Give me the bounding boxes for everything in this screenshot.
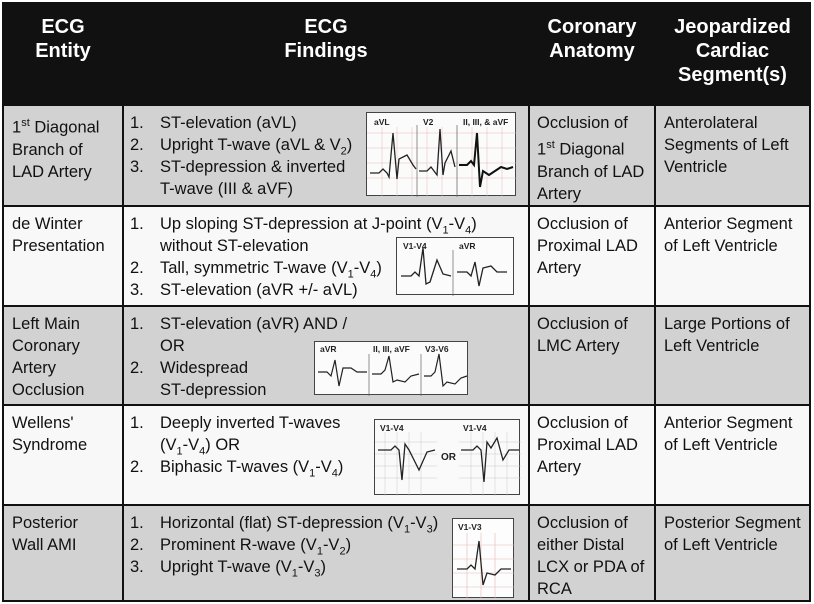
- table-row: [4, 104, 809, 205]
- segment-cell: Anterolateral Segments of Left Ventricle: [664, 114, 789, 176]
- ecg-strip-image: [366, 112, 516, 196]
- segment-cell: Posterior Segment of Left Ventricle: [664, 514, 801, 554]
- ecg-trace-graphic: [453, 519, 515, 599]
- lead-subscript: 4: [331, 467, 338, 480]
- ecg-strip-image: [396, 237, 514, 295]
- finding-number: 3.: [130, 281, 144, 299]
- column-divider: [654, 4, 656, 600]
- table-row: [4, 504, 809, 600]
- finding-item: 2. Biphasic T-waves $(V_1-V_4)$: [130, 458, 344, 480]
- lead-subscript: 1: [442, 224, 449, 237]
- ecg-trace-graphic: [375, 420, 521, 496]
- finding-item: 3. Upright T-wave $(V_1-V_3)$: [130, 558, 326, 580]
- lead-subscript: 1: [291, 567, 298, 580]
- table-row: [4, 305, 809, 404]
- lead-subscript: 3: [426, 523, 433, 536]
- segment-cell: Anterior Segment of Left Ventricle: [664, 215, 793, 255]
- lead-subscript: 1: [316, 545, 323, 558]
- finding-number: 1.: [130, 215, 144, 233]
- entity-cell: Posterior Wall AMI: [12, 514, 79, 554]
- lead-subscript: 1: [176, 445, 183, 458]
- anatomy-cell: Occlusion of Proximal LAD Artery: [537, 414, 638, 476]
- column-divider: [528, 4, 530, 600]
- finding-item: 2. Upright T-wave (aVL & $V_2$): [130, 136, 353, 158]
- finding-item: 1. Up sloping ST-depression at J-point $(V_1-V_4)$ without ST-elevation: [130, 215, 477, 255]
- ecg-lead-label: aVR: [459, 241, 476, 251]
- finding-item: 2. Widespread ST-depression: [130, 359, 267, 399]
- finding-number: 2.: [130, 259, 144, 277]
- finding-item: 1. Horizontal (flat) ST-depression $(V_1-V_3)$: [130, 514, 439, 536]
- ecg-lead-label: V1-V3: [458, 522, 482, 532]
- ecg-trace-graphic: [315, 342, 469, 396]
- ecg-trace-graphic: [397, 238, 515, 296]
- ecg-lead-label: V2: [423, 117, 434, 127]
- finding-item: 2. Prominent R-wave $(V_1-V_2)$: [130, 536, 352, 558]
- ecg-lead-label: aVL: [374, 117, 390, 127]
- findings-cell: [130, 506, 460, 578]
- ecg-lead-label: II, III, aVF: [373, 344, 410, 354]
- ecg-strip-image: [374, 419, 520, 495]
- finding-number: 3.: [130, 158, 144, 176]
- finding-number: 1.: [130, 315, 144, 333]
- finding-item: 1. Deeply inverted T-waves $(V_1-V_4)$ OR: [130, 414, 341, 458]
- header-ecg-findings: ECG Findings: [284, 16, 368, 62]
- header-jeopardized-segments: Jeopardized Cardiac Segment(s): [674, 16, 791, 86]
- ecg-lead-label: V3-V6: [425, 344, 449, 354]
- findings-cell: [130, 406, 370, 478]
- ecg-lead-label: aVR: [320, 344, 337, 354]
- entity-cell: Left Main Coronary Artery Occlusion: [12, 315, 85, 399]
- ecg-or-label: OR: [441, 452, 456, 463]
- finding-item: 2. Tall, symmetric T-wave $(V_1-V_4)$: [130, 259, 382, 281]
- lead-subscript: 1: [309, 467, 316, 480]
- finding-number: 1.: [130, 114, 144, 132]
- segment-cell: Anterior Segment of Left Ventricle: [664, 414, 793, 454]
- anatomy-cell: Occlusion of LMC Artery: [537, 315, 628, 355]
- ecg-lead-label: II, III, & aVF: [463, 117, 509, 127]
- finding-number: 1.: [130, 414, 144, 432]
- finding-item: 1. ST-elevation (aVL): [130, 114, 297, 132]
- table-row: [4, 404, 809, 504]
- entity-cell: Wellens' Syndrome: [12, 414, 88, 454]
- table-header: [4, 4, 809, 104]
- lead-subscript: 1: [403, 523, 411, 536]
- ecg-comparison-table: [2, 2, 811, 602]
- ecg-strip-image: [314, 341, 468, 395]
- finding-number: 1.: [130, 514, 144, 532]
- finding-item: 3. ST-depression & inverted T-wave (III & aVF): [130, 158, 346, 198]
- finding-number: 2.: [130, 458, 144, 476]
- lead-subscript: 2: [340, 145, 347, 158]
- findings-cell: [130, 106, 360, 200]
- ecg-lead-label: V1-V4: [463, 423, 487, 433]
- finding-item: 1. ST-elevation (aVR) AND / OR: [130, 315, 348, 355]
- entity-cell: de Winter Presentation: [12, 215, 105, 255]
- lead-subscript: 4: [465, 224, 472, 237]
- finding-number: 2.: [130, 536, 144, 554]
- lead-subscript: 4: [199, 445, 206, 458]
- ecg-strip-image: [452, 518, 514, 598]
- ecg-trace-graphic: [367, 113, 517, 197]
- finding-item: 3. ST-elevation (aVR +/- aVL): [130, 281, 358, 299]
- anatomy-cell: Occlusion of 1st Diagonal Branch of LAD Artery: [537, 114, 645, 203]
- lead-subscript: 2: [339, 545, 346, 558]
- ecg-lead-label: V1-V4: [403, 241, 427, 251]
- lead-subscript: 4: [370, 268, 377, 281]
- lead-subscript: 1: [347, 268, 354, 281]
- anatomy-cell: Occlusion of either Distal LCX or PDA of RCA: [537, 514, 645, 598]
- header-coronary-anatomy: Coronary Anatomy: [547, 16, 637, 62]
- finding-number: 2.: [130, 359, 144, 377]
- column-divider: [122, 4, 124, 600]
- ecg-lead-label: V1-V4: [380, 423, 404, 433]
- anatomy-cell: Occlusion of Proximal LAD Artery: [537, 215, 638, 277]
- table-row: [4, 205, 809, 305]
- entity-cell: 1st Diagonal Branch of LAD Artery: [12, 117, 100, 181]
- segment-cell: Large Portions of Left Ventricle: [664, 315, 790, 355]
- finding-number: 3.: [130, 558, 144, 576]
- lead-subscript: 3: [314, 567, 321, 580]
- header-ecg-entity: ECG Entity: [35, 16, 91, 62]
- finding-number: 2.: [130, 136, 144, 154]
